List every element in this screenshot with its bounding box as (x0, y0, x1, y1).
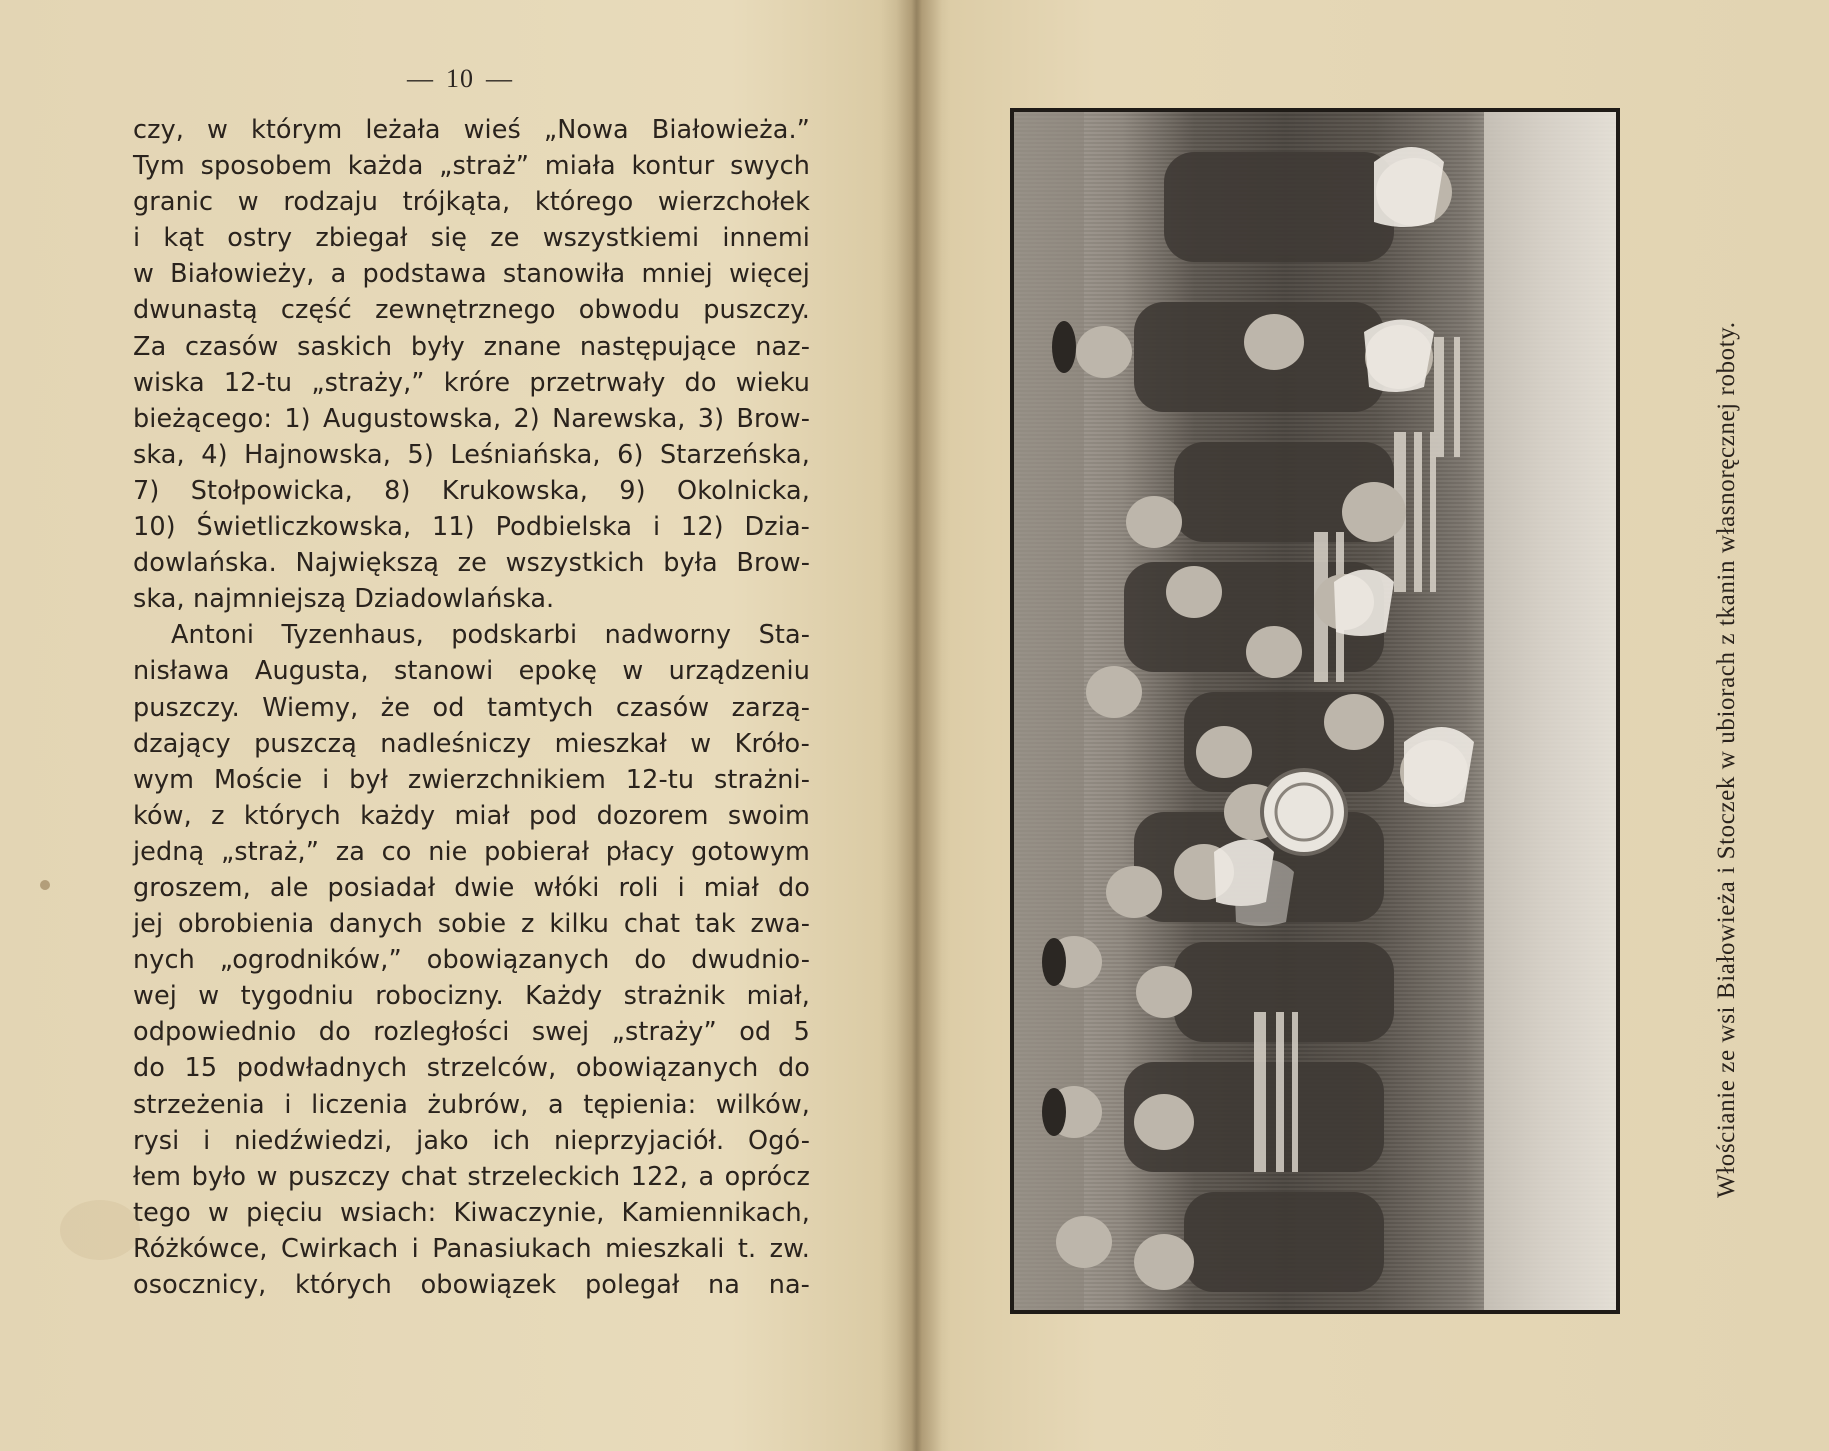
text-line: nych „ogrodników,” obowiązanych do dwudnio- (133, 945, 810, 976)
text-line: Tym sposobem każda „straż” miała kontur swych (133, 151, 810, 182)
page-number-value: 10 (446, 64, 474, 93)
text-line: wej w tygodniu robocizny. Każdy strażnik miał, (133, 981, 810, 1012)
text-line: ków, z których każdy miał pod dozorem swoim (133, 800, 810, 831)
text-line: do 15 podwładnych strzelców, obowiązanych do (133, 1053, 810, 1084)
text-line: odpowiednio do rozległości swej „straży” od 5 (133, 1017, 810, 1048)
text-line: dzający puszczą nadleśniczy mieszkał w Króło- (133, 728, 810, 759)
text-line: łem było w puszczy chat strzeleckich 122, a oprócz (133, 1161, 810, 1192)
body-text (133, 112, 810, 1303)
photo-frame (1010, 108, 1620, 1314)
photo-illustration (1014, 112, 1616, 1310)
text-line: jedną „straż,” za co nie pobierał płacy gotowym (133, 836, 810, 867)
text-line: dwunastą część zewnętrznego obwodu puszczy. (133, 295, 810, 326)
text-line: jej obrobienia danych sobie z kilku chat tak zwa- (133, 909, 810, 940)
text-line: i kąt ostry zbiegał się ze wszystkiemi innemi (133, 223, 810, 254)
right-page (905, 0, 1829, 1451)
page-number-dash: — (407, 64, 434, 93)
text-line: w Białowieży, a podstawa stanowiła mniej więcej (133, 259, 810, 290)
group-photograph (1014, 112, 1616, 1310)
text-line: 7) Stołpowicka, 8) Krukowska, 9) Okolnicka, (133, 475, 810, 506)
text-line: groszem, ale posiadał dwie włóki roli i miał do (133, 872, 810, 903)
text-line: bieżącego: 1) Augustowska, 2) Narewska, 3) Brow- (133, 403, 810, 434)
photo-caption: Włościanie ze wsi Białowieża i Stoczek w ubiorach z tkanin własnoręcznej roboty. (1713, 321, 1740, 1198)
text-line: dowlańska. Największą ze wszystkich była Brow- (133, 548, 810, 579)
text-line: Różkówce, Cwirkach i Panasiukach mieszkali t. zw. (133, 1233, 810, 1264)
text-line: ska, najmniejszą Dziadowlańska. (133, 584, 555, 615)
text-line: Antoni Tyzenhaus, podskarbi nadworny Sta- (171, 620, 810, 651)
text-line: czy, w którym leżała wieś „Nowa Białowieża.” (133, 115, 810, 145)
text-line: osocznicy, których obowiązek polegał na na- (133, 1270, 810, 1300)
text-line: wiska 12-tu „straży,” króre przetrwały do wieku (133, 367, 810, 398)
text-line: granic w rodzaju trójkąta, którego wierzchołek (133, 187, 810, 218)
text-line: ska, 4) Hajnowska, 5) Leśniańska, 6) Starzeńska, (133, 439, 810, 470)
text-line: puszczy. Wiemy, że od tamtych czasów zarzą- (133, 692, 810, 723)
text-line: tego w pięciu wsiach: Kiwaczynie, Kamiennikach, (133, 1197, 810, 1228)
text-line: rysi i niedźwiedzi, jako ich nieprzyjaciół. Ogó- (133, 1125, 810, 1156)
text-line: wym Moście i był zwierzchnikiem 12-tu strażni- (133, 764, 810, 795)
page-number (380, 64, 540, 94)
text-line: Za czasów saskich były znane następujące naz- (133, 331, 810, 362)
page-number-dash: — (486, 64, 513, 93)
text-line: strzeżenia i liczenia żubrów, a tępienia: wilków, (133, 1089, 810, 1120)
text-line: 10) Świetliczkowska, 11) Podbielska i 12) Dzia- (133, 512, 810, 543)
text-line: nisława Augusta, stanowi epokę w urządzeniu (133, 656, 810, 687)
left-page (0, 0, 905, 1451)
